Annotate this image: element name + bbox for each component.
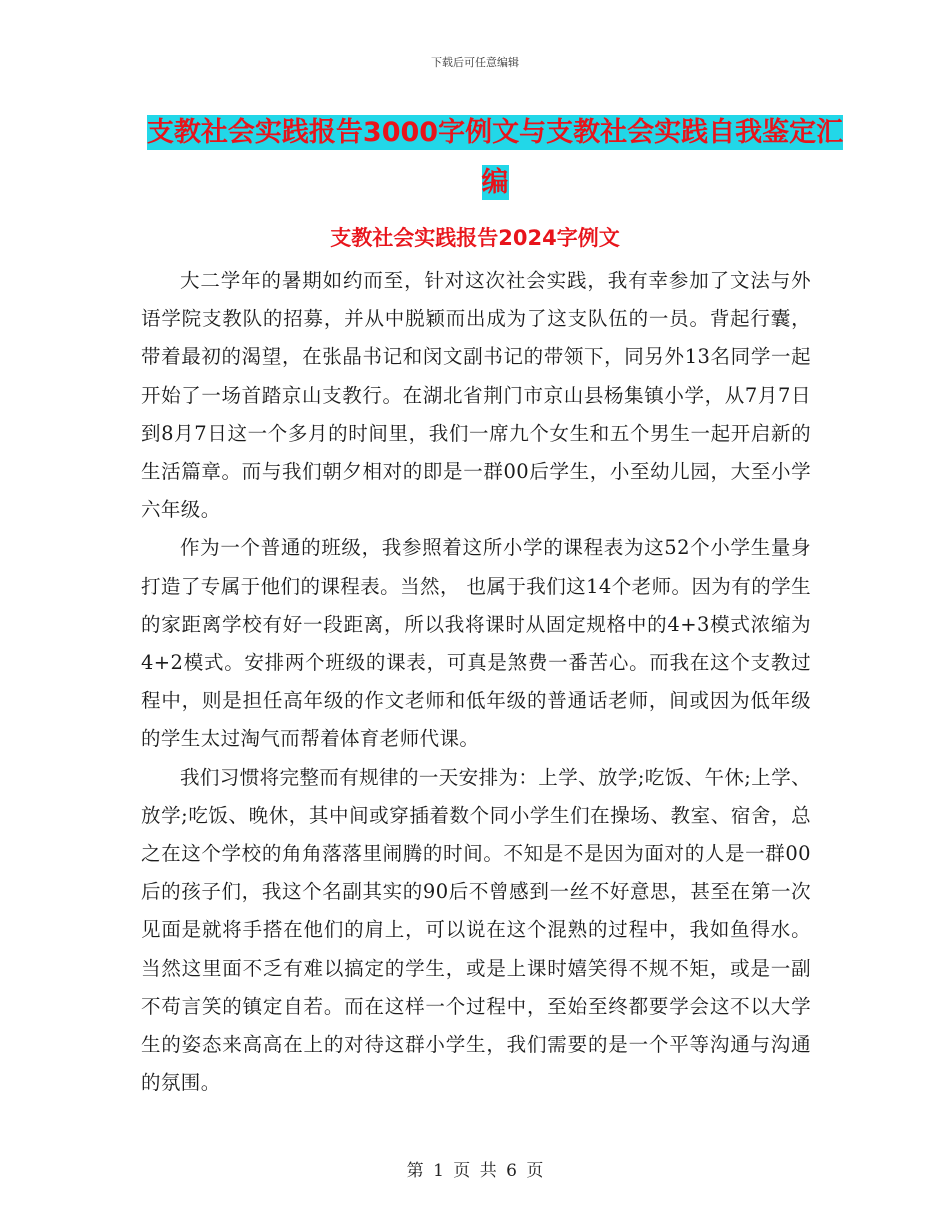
document-title bbox=[140, 108, 850, 208]
document-title-text: 支教社会实践报告3000字例文与支教社会实践自我鉴定汇编 bbox=[146, 117, 844, 198]
page-footer: 第 1 页 共 6 页 bbox=[406, 1161, 544, 1181]
body-text bbox=[141, 262, 811, 1102]
paragraph: 作为一个普通的班级，我参照着这所小学的课程表为这52个小学生量身打造了专属于他们的课程表。当然， 也属于我们这14个老师。因为有的学生的家距离学校有好一段距离，所以我将课时从固定规格中的4+3模式浓缩为4+2模式。安排两个班级的课表，可真是煞费一番苦心。而我在这个支教过程中，则是担任高年级的作文老师和低年级的普通话老师，间或因为低年级的学生太过淘气而帮着体育老师代课。 bbox=[141, 536, 811, 751]
section-title: 支教社会实践报告2024字例文 bbox=[330, 226, 620, 250]
paragraph: 大二学年的暑期如约而至，针对这次社会实践，我有幸参加了文法与外语学院支教队的招募，并从中脱颖而出成为了这支队伍的一员。背起行囊，带着最初的渴望，在张晶书记和闵文副书记的带领下，同另外13名同学一起开始了一场首踏京山支教行。在湖北省荆门市京山县杨集镇小学，从7月7日到8月7日这一个多月的时间里，我们一席九个女生和五个男生一起开启新的生活篇章。而与我们朝夕相对的即是一群00后学生，小至幼儿园，大至小学六年级。 bbox=[141, 269, 811, 522]
paragraph: 我们习惯将完整而有规律的一天安排为：上学、放学;吃饭、午休;上学、放学;吃饭、晚休，其中间或穿插着数个同小学生们在操场、教室、宿舍，总之在这个学校的角角落落里闹腾的时间。不知是不是因为面对的人是一群00后的孩子们，我这个名副其实的90后不曾感到一丝不好意思，甚至在第一次见面是就将手搭在他们的肩上，可以说在这个混熟的过程中，我如鱼得水。当然这里面不乏有难以搞定的学生，或是上课时嬉笑得不规不矩，或是一副不苟言笑的镇定自若。而在这样一个过程中，至始至终都要学会这不以大学生的姿态来高高在上的对待这群小学生，我们需要的是一个平等沟通与沟通的氛围。 bbox=[141, 765, 811, 1095]
header-note: 下载后可任意编辑 bbox=[431, 56, 519, 69]
